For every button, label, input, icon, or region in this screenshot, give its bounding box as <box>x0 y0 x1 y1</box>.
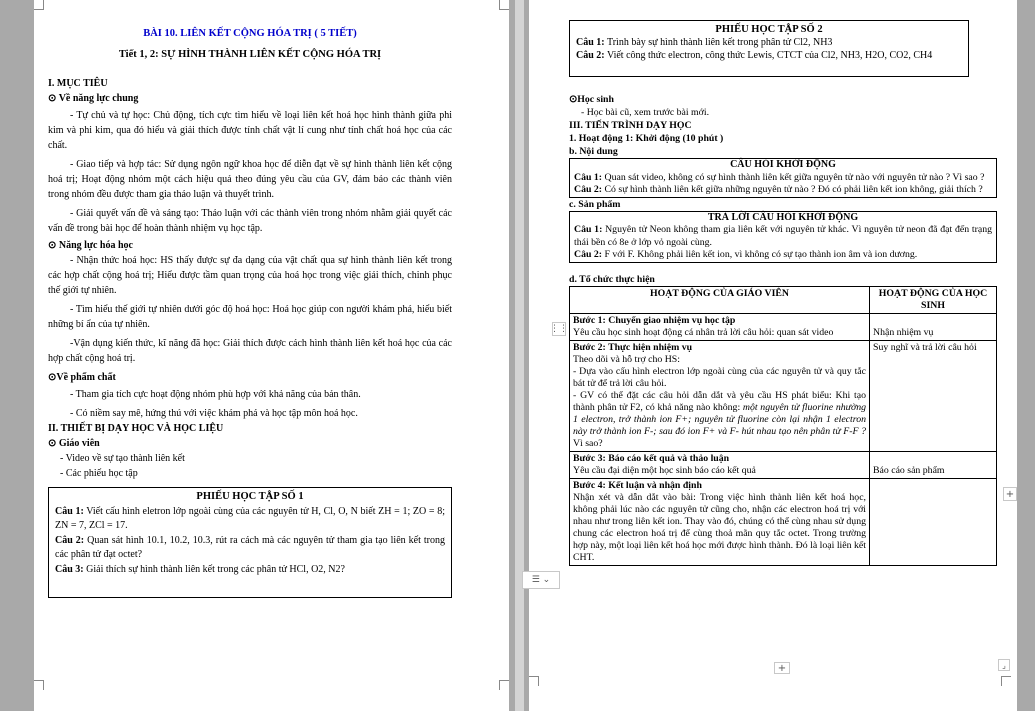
question-label: Câu 1: <box>574 171 603 183</box>
document-page-right <box>529 0 1017 711</box>
heading-organization: d. Tổ chức thực hiện <box>569 273 655 285</box>
table-header-row <box>570 286 997 313</box>
page-content <box>569 20 997 566</box>
startup-questions <box>569 158 997 198</box>
table-cell <box>570 313 870 340</box>
question-text: Quan sát video, không có sự hình thành liên kết giữa nguyên tử nào với nguyên tử nào ? Vì sao ? <box>604 171 985 183</box>
table-cell: Báo cáo sản phẩm <box>870 451 997 478</box>
heading-equipment: II. THIẾT BỊ DẠY HỌC VÀ HỌC LIỆU <box>48 423 224 434</box>
step-title: Bước 2: Thực hiện nhiệm vụ <box>573 341 693 353</box>
list-item: - Video về sự tạo thành liên kết <box>60 453 185 464</box>
step-text: Nhận xét và dẫn dắt vào bài: Trong việc hình thành liên kết hoá học, không phải lúc nào các nguyên tử cũng cho, nhận các electron hoá trị với nhau như trong liên kết ion. Thay vào đó, chúng có thể cùng nhau sử dụng chung các electron hoá trị để cùng thoả mãn quy tắc octet. Trong trường hợp này, một loại liên kết hoá học mới được hình thành. Đó là loại liên kết CHT. <box>573 491 866 563</box>
paragraph: - Tìm hiểu thế giới tự nhiên dưới góc độ hoá học: Hoá học giúp con người khám phá, hiểu biết những bí ẩn của tự nhiên. <box>48 304 452 330</box>
question-label: Câu 3: <box>55 563 84 575</box>
worksheet-2-title: PHIẾU HỌC TẬP SỐ 2 <box>715 24 823 35</box>
paragraph: - Nhận thức hoá học: HS thấy được sự đa dạng của vật chất qua sự hình thành liên kết trong các hợp chất cộng hoá trị; Hiểu được tầm quan trọng của hoá học trong việc giải thích, chinh phục thế giới tự nhiên. <box>48 255 452 296</box>
list-item: - Các phiếu học tập <box>60 468 138 479</box>
heading-content: b. Nội dung <box>569 146 618 157</box>
heading-product: c. Sản phẩm <box>569 198 621 210</box>
table-move-handle-icon[interactable]: ⋮⋮ <box>550 324 568 334</box>
table-cell: Suy nghĩ và trả lời câu hỏi <box>870 340 997 451</box>
paragraph: - Có niềm say mê, hứng thú với việc khám phá và học tập môn hoá học. <box>70 408 358 419</box>
question-text: Viết cấu hình eletron lớp ngoài cùng của các nguyên tử H, Cl, O, N biết ZH = 1; ZO = 8; ZN = 7, ZCl = 17. <box>55 505 445 531</box>
subheading-general: ⊙ Về năng lực chung <box>48 93 139 104</box>
answer-label: Câu 1: <box>574 224 603 235</box>
activity-table <box>569 286 997 566</box>
margin-mark <box>499 0 509 10</box>
column-header: HOẠT ĐỘNG CỦA HỌC SINH <box>870 286 997 313</box>
table-row <box>570 313 997 340</box>
step-title: Bước 4: Kết luận và nhận định <box>573 479 702 491</box>
heading-process: III. TIẾN TRÌNH DẠY HỌC <box>569 120 692 131</box>
lesson-title: BÀI 10. LIÊN KẾT CỘNG HÓA TRỊ ( 5 TIẾT) <box>143 28 357 39</box>
table-row <box>570 451 997 478</box>
question-label: Câu 1: <box>576 37 605 48</box>
step-title: Bước 1: Chuyển giao nhiệm vụ học tập <box>573 314 736 326</box>
answer-text: Nguyên tử Neon không tham gia liên kết với nguyên tử khác. Vì nguyên tử neon đã đạt đến trạng thái bền có 8e ở lớp vỏ ngoài cùng. <box>574 224 993 248</box>
question-text: Viết công thức electron, công thức Lewis, CTCT của Cl2, NH3, H2O, CO2, CH4 <box>606 50 933 61</box>
heading-objectives: I. MỤC TIÊU <box>48 78 108 89</box>
heading-activity-1: 1. Hoạt động 1: Khởi động (10 phút ) <box>569 133 724 144</box>
lesson-subtitle: Tiết 1, 2: SỰ HÌNH THÀNH LIÊN KẾT CỘNG HÓA TRỊ <box>118 49 382 60</box>
list-item: - Học bài cũ, xem trước bài mới. <box>581 107 710 118</box>
step-text: Theo dõi và hỗ trợ cho HS: <box>573 353 680 365</box>
table-cell <box>570 451 870 478</box>
question-label: Câu 2: <box>574 184 603 195</box>
document-page-left <box>34 0 509 711</box>
answer-text: F với F. Không phải liên kết ion, vì không có sự tạo thành ion âm và ion dương. <box>604 249 918 260</box>
step-text: Yêu cầu học sinh hoạt động cá nhân trả lời câu hỏi: quan sát video <box>573 326 834 338</box>
margin-mark <box>1001 676 1011 686</box>
worksheet-1-title: PHIẾU HỌC TẬP SỐ 1 <box>196 491 304 502</box>
paragraph: - Giải quyết vấn đề và sáng tạo: Thảo luận với các thành viên trong nhóm nhằm giải quyết các vấn đề trong bài học để hoàn thành nhiệm vụ học tập. <box>48 208 452 234</box>
worksheet-1 <box>48 487 452 598</box>
startup-questions-title: CÂU HỎI KHỞI ĐỘNG <box>730 159 836 170</box>
question-text: Quan sát hình 10.1, 10.2, 10.3, rút ra cách mà các nguyên tử tham gia tạo liên kết trong các phân tử đạt octet? <box>55 534 445 560</box>
paragraph: - Giao tiếp và hợp tác: Sử dụng ngôn ngữ khoa học để diễn đạt về sự hình thành liên kết cộng hoá trị; Hoạt động nhóm một cách hiệu quả theo đúng yêu cầu của GV, đảm bảo các thành viên trong nhóm đều được tham gia thảo luận và thuyết trình. <box>48 159 452 200</box>
subheading-students: ⊙Học sinh <box>569 94 614 105</box>
page-gap <box>515 0 524 711</box>
question-text: Giải thích sự hình thành liên kết trong các phân tử HCl, O2, N2? <box>86 563 345 575</box>
paragraph: - Tham gia tích cực hoạt động nhóm phù hợp với khả năng của bản thân. <box>70 389 361 400</box>
column-header: HOẠT ĐỘNG CỦA GIÁO VIÊN <box>570 286 870 313</box>
margin-mark <box>499 680 509 690</box>
step-text-italic: một nguyên tử fluorine nhường 1 electron, trở thành ion F+; nguyên tử fluorine còn lại nhận 1 electron này trở thành ion F-; sau đó ion F+ và F- hút nhau tạo nên phân tử F-F ? <box>573 401 866 437</box>
paragraph: -Vận dụng kiến thức, kĩ năng đã học: Giải thích được cách hình thành liên kết hoá học của các hợp chất cộng hoá trị. <box>48 338 452 364</box>
subheading-teacher: ⊙ Giáo viên <box>48 438 100 449</box>
resize-table-icon[interactable]: ⌟ <box>998 659 1010 671</box>
startup-answers <box>569 211 997 263</box>
table-row <box>570 340 997 451</box>
add-row-icon[interactable]: + <box>774 662 790 674</box>
question-text: Có sự hình thành liên kết giữa những nguyên tử nào ? Đó có phải liên kết ion không, giải thích ? <box>604 184 983 195</box>
margin-mark <box>34 680 44 690</box>
add-column-icon[interactable]: + <box>1003 487 1017 501</box>
margin-mark <box>34 0 44 10</box>
table-cell <box>570 478 870 565</box>
paragraph: - Tự chủ và tự học: Chủ động, tích cực tìm hiểu về loại liên kết hoá học hình thành giữa phi kim và phi kim, qua đó hiểu và giải thích được tính chất vật lí cung như tính chất hoá học của các chất. <box>48 110 452 151</box>
worksheet-2 <box>569 20 969 77</box>
step-text: - GV có thể đặt các câu hỏi dẫn dắt và yêu cầu HS phát biểu: Khi tạo thành phân tử F2, có khả năng nào không: <box>573 389 866 413</box>
startup-answers-title: TRẢ LỜI CÂU HỎI KHỞI ĐỘNG <box>707 211 859 223</box>
step-title: Bước 3: Báo cáo kết quả và thảo luận <box>573 452 730 464</box>
table-cell <box>870 478 997 565</box>
question-text: Trình bày sự hình thành liên kết trong phân tử Cl2, NH3 <box>606 37 833 48</box>
layout-options-button[interactable]: ☰ ⌄ <box>522 571 560 589</box>
table-row <box>570 478 997 565</box>
table-cell <box>570 340 870 451</box>
table-cell: Nhận nhiệm vụ <box>870 313 997 340</box>
subheading-qualities: ⊙Về phẩm chất <box>48 372 116 383</box>
step-text: Vì sao? <box>573 437 603 449</box>
subheading-chemistry: ⊙ Năng lực hóa học <box>48 240 133 251</box>
answer-label: Câu 2: <box>574 249 603 260</box>
page-content <box>48 26 452 598</box>
question-label: Câu 2: <box>55 534 85 546</box>
margin-mark <box>529 676 539 686</box>
question-label: Câu 1: <box>55 505 84 517</box>
step-text: - Dựa vào cấu hình electron lớp ngoài cùng của các nguyên tử và quy tắc bát tử để trả lời câu hỏi. <box>573 365 866 389</box>
step-text: Yêu cầu đại diện một học sinh báo cáo kết quả <box>573 464 756 476</box>
question-label: Câu 2: <box>576 50 605 61</box>
